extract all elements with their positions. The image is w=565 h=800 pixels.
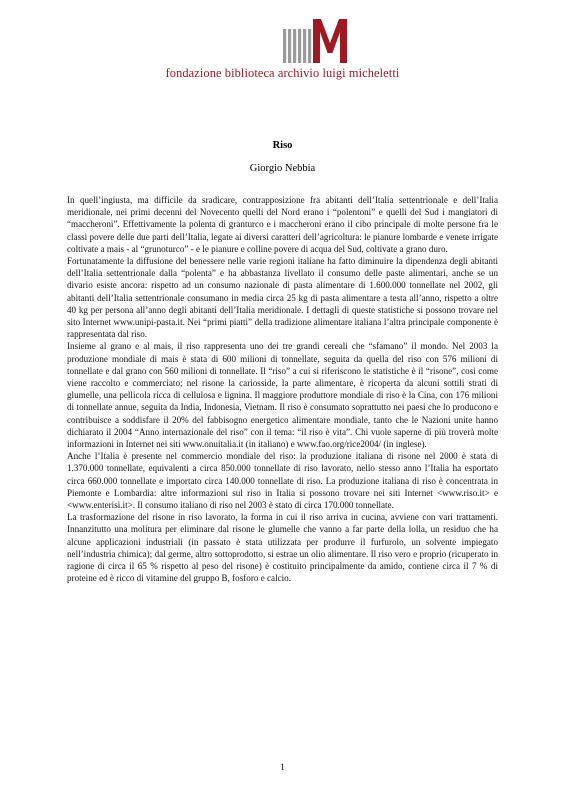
paragraph: La trasformazione del risone in riso lavorato, la forma in cui il riso arriva in cucina, avviene con vari trattamenti. Innanzitutto una molitura per eliminare dal risone le glumelle che vanno a far parte della lolla, un residuo che ha alcune applicazioni industriali (in passato è stata utilizzata per produrre il furfurolo, un solvente impiegato nell’industria chimica); dal germe, altro sottoprodotto, si estrae un olio alimentare. Il riso vero e proprio (ricuperato in ragione di circa il 65 % rispetto al peso del risone) è costituito principalmente da amido, contiene circa il 7 % di proteine ed è ricco di vitamine del gruppo B, fosforo e calcio. — [67, 512, 498, 584]
paragraph: In quell’ingiusta, ma difficile da sradicare, contrapposizione fra abitanti dell’Italia settentrionale e dell’Italia meridionale, nei primi decenni del Novecento quelli del Nord erano i “polentoni” e quelli del Sud i mangiatori di “maccheroni”. Effettivamente la polenta di granturco e i maccheroni erano il cibo principale di molte persone fra le classi povere delle due parti dell’Italia, legate ai diversi caratteri dell’agricoltura: le pianure lombarde e venete irrigate coltivate a mais - al “grunoturco” - e le pianure e colline povere di acqua del Sud, coltivate a grano duro. — [67, 195, 498, 254]
article-body — [67, 194, 498, 585]
micheletti-logo — [283, 19, 347, 63]
organization-name: fondazione biblioteca archivio luigi micheletti — [165, 66, 400, 80]
page-number: 1 — [280, 762, 285, 772]
paragraph: Insieme al grano e al mais, il riso rappresenta uno dei tre grandi cereali che “sfamano” il mondo. Nel 2003 la produzione mondiale di mais è stata di 600 milioni di tonnellate, seguita da quella del riso con 576 milioni di tonnellate e dal grano con 560 milioni di tonnellate. Il “riso” a cui si riferiscono le statistiche è il “risone”, così come viene raccolto e commerciato; nel risone la cariosside, la parte alimentare, è ricoperta da alcuni sottili strati di glumelle, una pellicola ricca di cellulosa e lignina. Il maggiore produttore mondiale di riso è la Cina, con 176 milioni di tonnellate annue, seguita da India, Indonesia, Vietnam. Il riso è consumato soprattutto nei paesi che lo producono e contribuisce a soddisfare il 20% del fabbisogno energetico alimentare mondiale, tanto che le Nazioni unite hanno dichiarato il 2004 “Anno internazionale del riso” con il tema: “il riso è vita”. Chi vuole saperne di più troverà molte informazioni in Internet nei siti www.onuitalia.it (in italiano) e www.fao.org/rice2004/ (in inglese). — [67, 341, 498, 450]
article-author: Giorgio Nebbia — [249, 163, 316, 174]
article-title: Riso — [272, 140, 293, 151]
paragraph: Anche l’Italia è presente nel commercio mondiale del riso: la produzione italiana di risone nel 2000 è stata di 1.370.000 tonnellate, equivalenti a circa 850.000 tonnellate di riso lavorato, nello stesso anno l’Italia ha esportato circa 660.000 tonnellate e importato circa 140.000 tonnellate di riso. La produzione italiana di riso è concentrata in Piemonte e Lombardia: altre informazioni sul riso in Italia si possono trovare nei siti Internet <www.riso.it> e <www.enterisi.it>. Il consumo italiano di riso nel 2003 è stato di circa 170.000 tonnellate. — [67, 451, 498, 511]
paragraph: Fortunatamente la diffusione del benessere nelle varie regioni italiane ha fatto diminuire la dipendenza degli abitanti dell’Italia settentrionale dalla “polenta” e ha abbastanza livellato il consumo delle paste alimentari, anche se un divario esiste ancora: rispetto ad un consumo nazionale di pasta alimentare di 1.600.000 tonnellate nel 2002, gli abitanti dell’Italia settentrionale consumano in media circa 25 kg di pasta alimentare a testa all’anno, rispetto a oltre 40 kg per persona all’anno degli abitanti dell’Italia meridionale. I dettagli di queste statistiche si possono trovare nel sito Internet www.unipi-pasta.it. Nei “primi piatti” della tradizione alimentare italiana l’altra principale componente è rappresentata dal riso. — [67, 256, 498, 340]
